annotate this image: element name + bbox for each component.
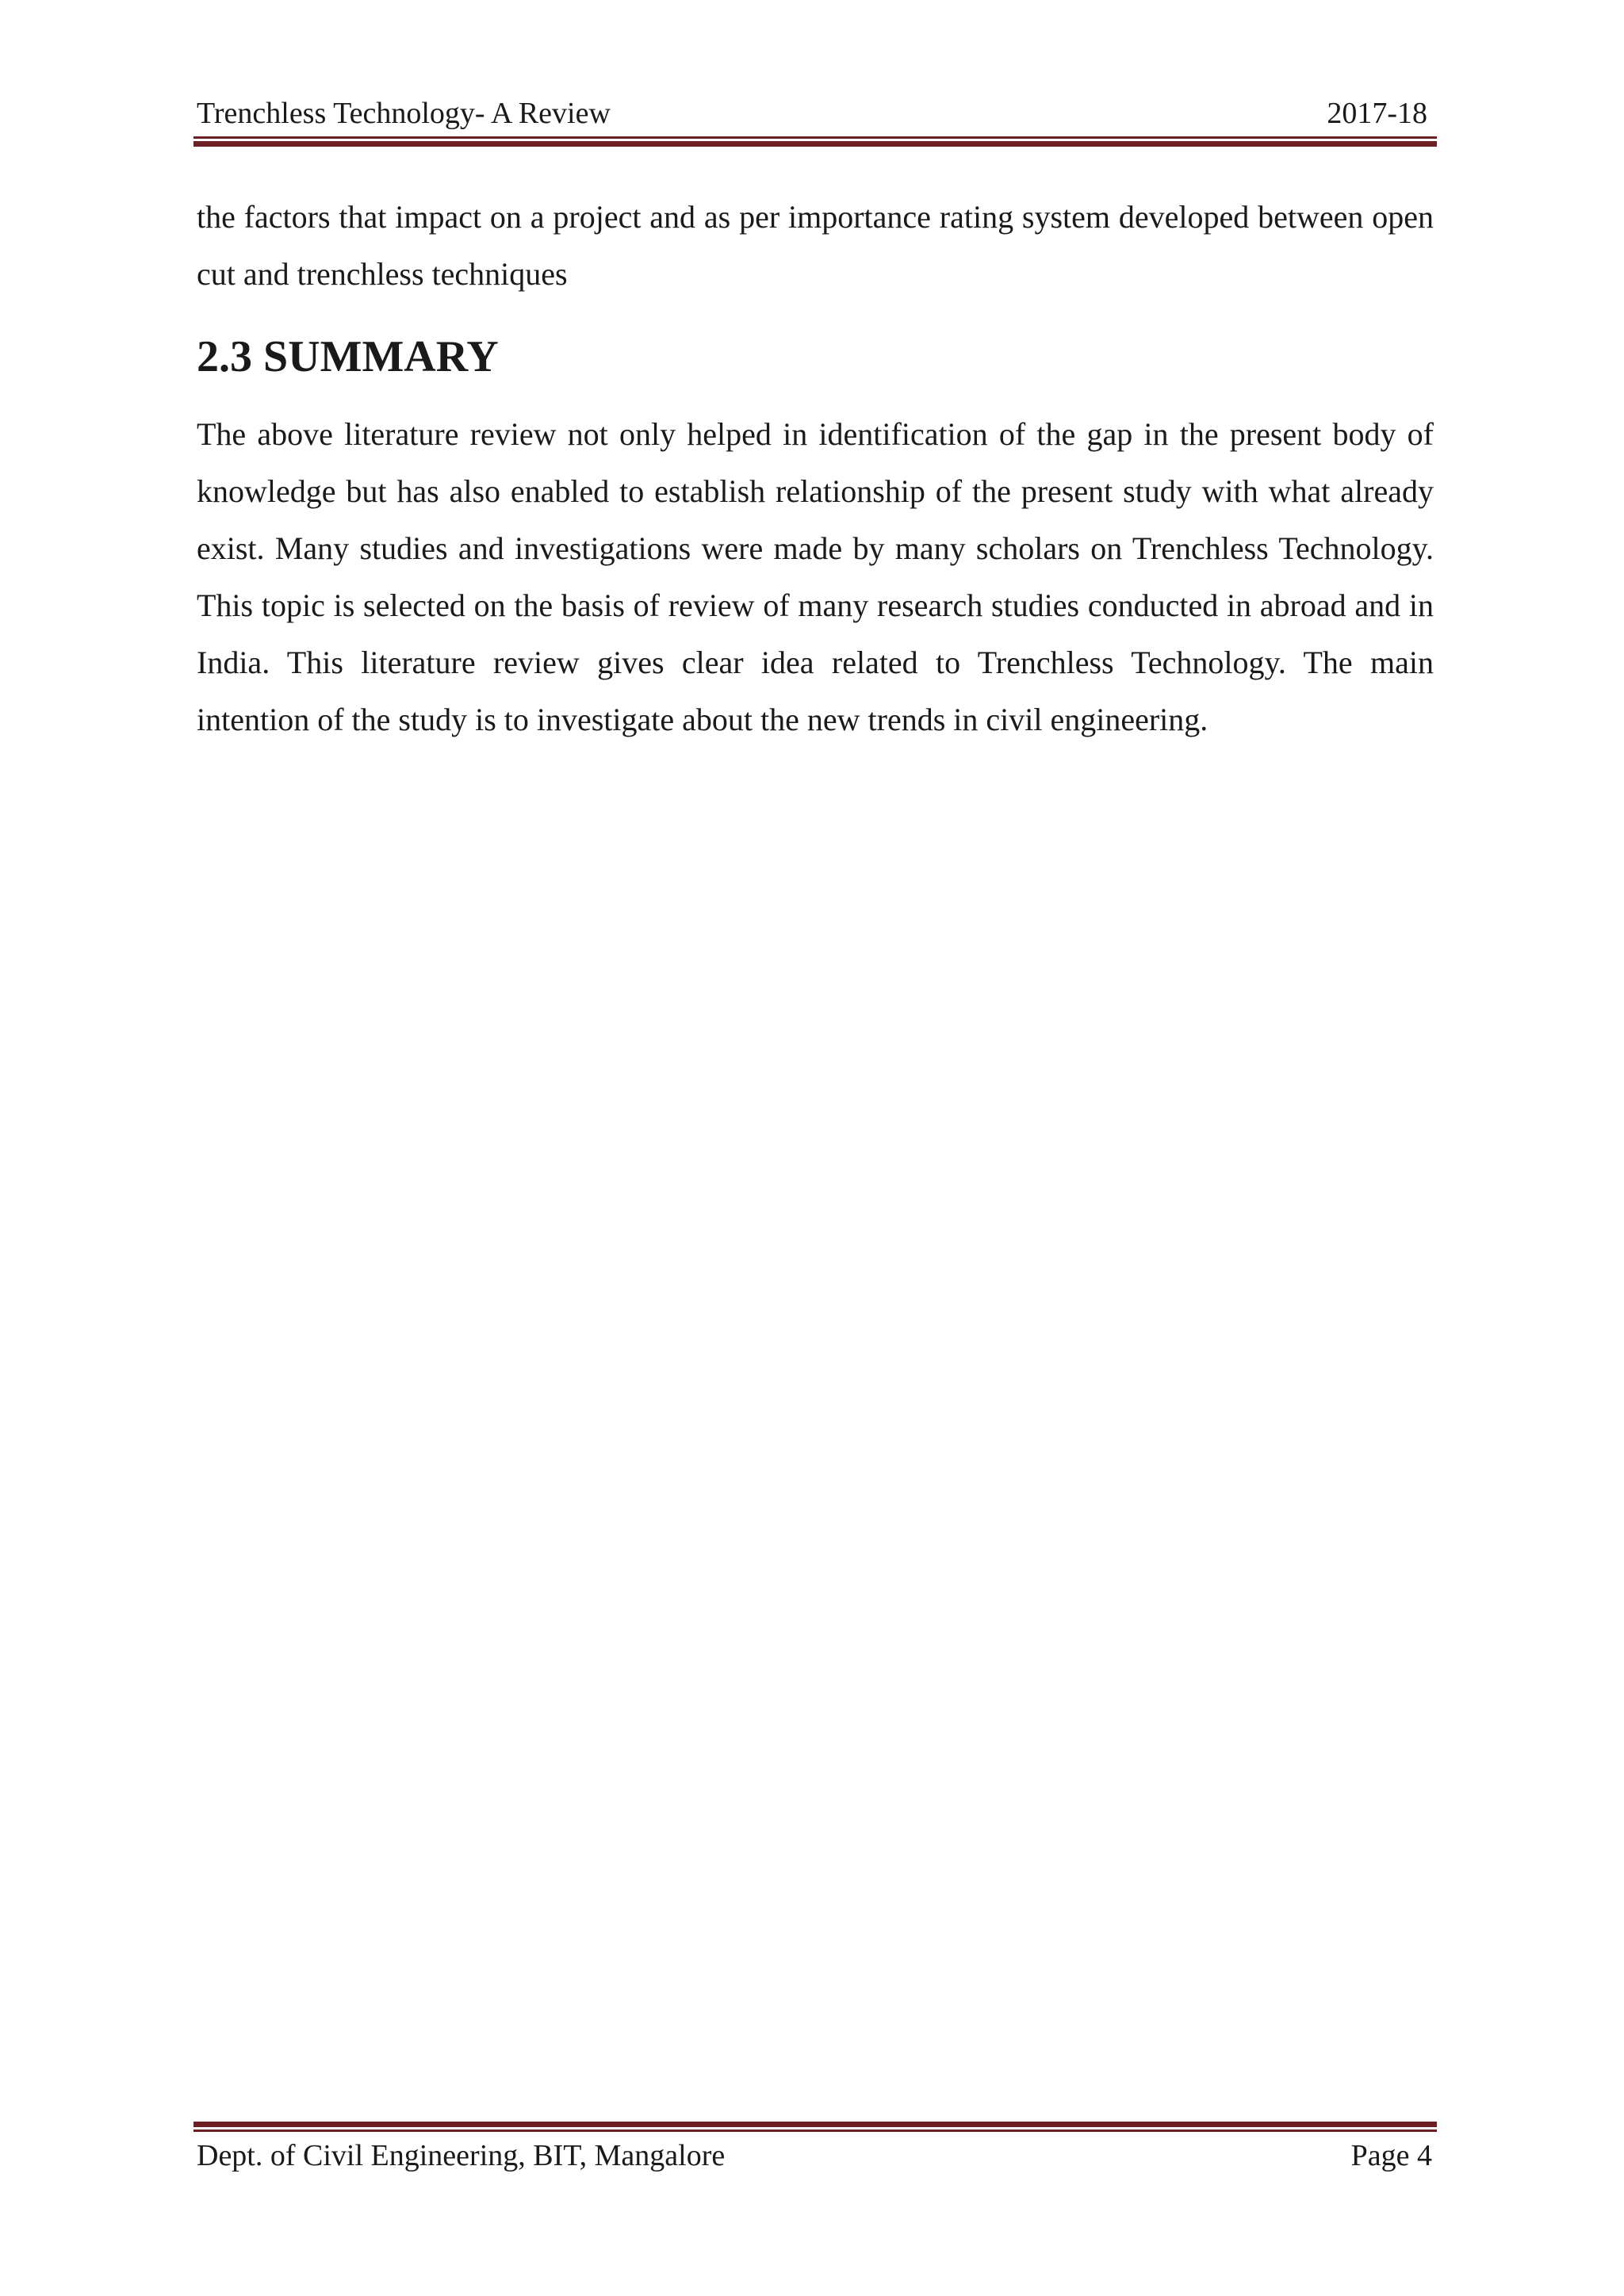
footer-rule-thick (193, 2122, 1437, 2127)
summary-paragraph: The above literature review not only helped in identification of the gap in the present body of knowledge but has also enabled to establish relationship of the present study with what already exist. Many studies and investigations were made by many scholars on Trenchless Technology. This topic is selected on the basis of review of many research studies conducted in abroad and in India. This literature review gives clear idea related to Trenchless Technology. The main intention of the study is to investigate about the new trends in civil engineering. (197, 416, 1434, 737)
footer-department: Dept. of Civil Engineering, BIT, Mangalore (197, 2139, 726, 2172)
page-footer (197, 2136, 1435, 2175)
header-rule-thick (193, 141, 1437, 147)
page-content (197, 189, 1434, 748)
header-rule (193, 136, 1437, 147)
section-heading: 2.3 SUMMARY (197, 332, 499, 381)
intro-paragraph: the factors that impact on a project and as per importance rating system developed between open cut and trenchless techniques (197, 199, 1434, 292)
footer-rule (193, 2122, 1437, 2132)
header-year: 2017-18 (1327, 97, 1427, 130)
page-header (197, 94, 1435, 133)
header-title: Trenchless Technology- A Review (197, 97, 611, 130)
footer-page-number: Page 4 (1350, 2139, 1432, 2172)
footer-rule-thin (193, 2130, 1437, 2132)
